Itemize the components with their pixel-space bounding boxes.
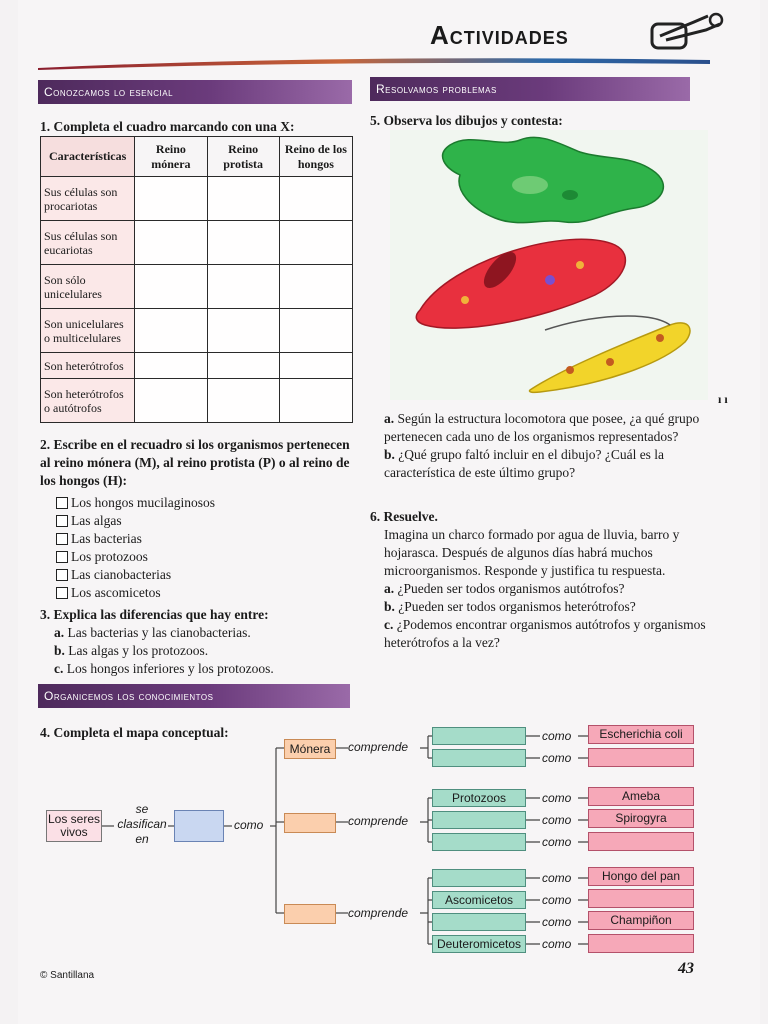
blank-node[interactable] bbox=[174, 810, 224, 842]
example-node-spirogyra: Spirogyra bbox=[588, 809, 694, 828]
root-node: Los seres vivos bbox=[46, 810, 102, 842]
item-label: Las bacterias bbox=[71, 531, 142, 546]
question-text: Escribe en el recuadro si los organismos pertenecen al reino mónera (M), al reino protista (P) o al reino de los hongos (H): bbox=[40, 437, 350, 488]
subitem-text: Las algas y los protozoos. bbox=[68, 643, 209, 658]
question-number: 1. bbox=[40, 119, 51, 134]
link-text: comprende bbox=[348, 740, 409, 754]
column-header: Características bbox=[41, 137, 135, 177]
example-node-hongo-pan: Hongo del pan bbox=[588, 867, 694, 886]
question-number: 3. bbox=[40, 607, 51, 622]
link-text: se clasifican en bbox=[117, 802, 167, 846]
link-text: como bbox=[542, 813, 572, 827]
link-text: como bbox=[542, 729, 572, 743]
concept-map bbox=[18, 0, 760, 1024]
question-number: 6. bbox=[370, 509, 381, 524]
kingdom-node-blank[interactable] bbox=[284, 904, 336, 924]
example-node-escherichia: Escherichia coli bbox=[588, 725, 694, 744]
link-text: como bbox=[234, 818, 264, 832]
column-header: Reino de los hongos bbox=[279, 137, 352, 177]
row-label: Sus células son procariotas bbox=[41, 177, 135, 221]
link-text: comprende bbox=[348, 906, 409, 920]
example-node-blank[interactable] bbox=[588, 748, 694, 767]
question-number: 5. bbox=[370, 113, 381, 128]
kingdom-node-blank[interactable] bbox=[284, 813, 336, 833]
row-label: Son heterótrofos o autótrofos bbox=[41, 379, 135, 423]
link-text: como bbox=[542, 915, 572, 929]
link-text: como bbox=[542, 871, 572, 885]
row-label: Son heterótrofos bbox=[41, 353, 135, 379]
textbook-page bbox=[18, 0, 760, 1024]
section-title: Conozcamos lo esencial bbox=[44, 85, 174, 99]
subitem-letter: a. bbox=[54, 625, 65, 640]
group-node-blank[interactable] bbox=[432, 833, 526, 851]
section-title: Resolvamos problemas bbox=[376, 82, 497, 96]
column-header: Reino mónera bbox=[135, 137, 207, 177]
subitem-letter: c. bbox=[384, 617, 394, 632]
link-text: comprende bbox=[348, 814, 409, 828]
item-label: Los ascomicetos bbox=[71, 585, 161, 600]
subitem-letter: c. bbox=[54, 661, 64, 676]
margin-marks: ı ı bbox=[718, 392, 728, 406]
subitem-letter: a. bbox=[384, 581, 395, 596]
row-label: Son sólo unicelulares bbox=[41, 265, 135, 309]
publisher-credit: © Santillana bbox=[40, 970, 95, 981]
example-node-blank[interactable] bbox=[588, 889, 694, 908]
subitem-letter: b. bbox=[384, 599, 395, 614]
question-title: Resuelve. bbox=[383, 509, 438, 524]
item-label: Los hongos mucilaginosos bbox=[71, 495, 215, 510]
group-node-blank[interactable] bbox=[432, 727, 526, 745]
link-text: como bbox=[542, 835, 572, 849]
example-node-ameba: Ameba bbox=[588, 787, 694, 806]
example-node-champinon: Champiñon bbox=[588, 911, 694, 930]
group-node-protozoos: Protozoos bbox=[432, 789, 526, 807]
link-text: como bbox=[542, 937, 572, 951]
link-text: como bbox=[542, 751, 572, 765]
example-node-blank[interactable] bbox=[588, 934, 694, 953]
question-text: Completa el cuadro marcando con una X: bbox=[53, 119, 295, 134]
subitem-letter: b. bbox=[54, 643, 65, 658]
group-node-blank[interactable] bbox=[432, 913, 526, 931]
subitem-letter: a. bbox=[384, 411, 395, 426]
item-label: Las cianobacterias bbox=[71, 567, 172, 582]
group-node-blank[interactable] bbox=[432, 869, 526, 887]
page-number: 43 bbox=[678, 960, 694, 977]
kingdom-node-monera: Mónera bbox=[284, 739, 336, 759]
group-node-ascomicetos: Ascomicetos bbox=[432, 891, 526, 909]
item-label: Los protozoos bbox=[71, 549, 148, 564]
link-text: como bbox=[542, 791, 572, 805]
item-label: Las algas bbox=[71, 513, 122, 528]
subitem-text: ¿Podemos encontrar organismos autótrofos y organismos heterótrofos a la vez? bbox=[384, 617, 706, 650]
section-title: Organicemos los conocimientos bbox=[44, 689, 214, 703]
question-text: Imagina un charco formado por agua de lluvia, barro y hojarasca. Después de algunos días habrá muchos microorganismos. Responde y justifica tu respuesta. bbox=[384, 527, 680, 578]
subitem-text: Los hongos inferiores y los protozoos. bbox=[66, 661, 274, 676]
subitem-text: Según la estructura locomotora que posee, ¿a qué grupo pertenecen cada uno de los organismos representados? bbox=[384, 411, 700, 444]
subitem-text: ¿Pueden ser todos organismos heterótrofos? bbox=[398, 599, 636, 614]
question-text: Observa los dibujos y contesta: bbox=[383, 113, 563, 128]
group-node-deuteromicetos: Deuteromicetos bbox=[432, 935, 526, 953]
subitem-letter: b. bbox=[384, 447, 395, 462]
question-number: 4. bbox=[40, 725, 51, 740]
question-text: Explica las diferencias que hay entre: bbox=[53, 607, 269, 622]
example-node-blank[interactable] bbox=[588, 832, 694, 851]
column-header: Reino protista bbox=[207, 137, 279, 177]
question-text: Completa el mapa conceptual: bbox=[53, 725, 229, 740]
row-label: Son unicelulares o multicelulares bbox=[41, 309, 135, 353]
question-number: 2. bbox=[40, 437, 51, 452]
subitem-text: ¿Pueden ser todos organismos autótrofos? bbox=[397, 581, 625, 596]
group-node-blank[interactable] bbox=[432, 749, 526, 767]
row-label: Sus células son eucariotas bbox=[41, 221, 135, 265]
page-title: Actividades bbox=[430, 20, 569, 50]
group-node-blank[interactable] bbox=[432, 811, 526, 829]
subitem-text: Las bacterias y las cianobacterias. bbox=[67, 625, 251, 640]
link-text: como bbox=[542, 893, 572, 907]
subitem-text: ¿Qué grupo faltó incluir en el dibujo? ¿Cuál es la característica de este último grupo? bbox=[384, 447, 665, 480]
